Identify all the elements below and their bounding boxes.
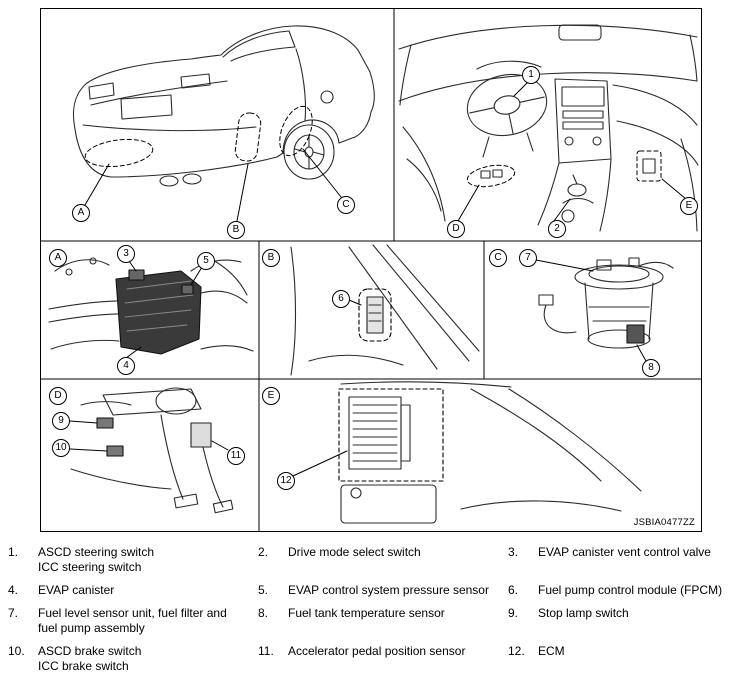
legend-text: Fuel tank temperature sensor [288, 606, 445, 620]
rear-wheel [284, 125, 334, 179]
callout-4: 4 [117, 357, 135, 375]
panel-label-b: B [262, 249, 280, 267]
legend-item-2 [258, 545, 508, 575]
accel-position-sensor [191, 423, 211, 447]
exterior-callout-marks [84, 102, 341, 221]
callout-11: 11 [227, 447, 245, 465]
callout-8: 8 [642, 359, 660, 377]
vent-control-valve [129, 270, 144, 280]
rearview-mirror [559, 25, 601, 40]
stop-lamp-switch [97, 418, 113, 428]
panel-label-a: A [49, 249, 67, 267]
legend-text: EVAP control system pressure sensor [288, 583, 489, 597]
legend-num: 9. [508, 606, 519, 620]
legend-text: Fuel pump control module (FPCM) [538, 583, 723, 597]
legend-num: 11. [258, 644, 274, 658]
legend-text: ASCD steering switch [38, 545, 155, 559]
legend-text: Drive mode select switch [288, 545, 421, 559]
evap-canister [116, 271, 201, 354]
callout-6: 6 [332, 290, 350, 308]
fuel-temp-sensor [627, 325, 644, 343]
legend-num: 12. [508, 644, 525, 658]
legend-num: 6. [508, 583, 519, 597]
callout-12: 12 [277, 472, 295, 490]
legend-text: ICC steering switch [38, 560, 142, 574]
legend-item-9 [508, 606, 731, 636]
pump-connector [539, 295, 553, 305]
right-door-trim [681, 139, 697, 231]
license-plate [121, 95, 172, 119]
component-location-diagram [40, 8, 702, 532]
fuel-pump-leaders [536, 260, 646, 361]
legend-item-6 [508, 583, 731, 598]
legend-text: Stop lamp switch [538, 606, 629, 620]
fpcm-module [367, 297, 383, 333]
callout-body-b: B [227, 221, 245, 239]
accel-pedal-arm [203, 447, 223, 507]
legend-item-8 [258, 606, 508, 636]
car-body-outline [74, 26, 375, 177]
location-e-dashed [637, 151, 661, 181]
legend-text: Accelerator pedal position sensor [288, 644, 466, 658]
evap-canister-view [49, 258, 253, 354]
shift-knob [568, 184, 586, 196]
legend-item-3 [508, 545, 731, 575]
legend-item-4 [8, 583, 258, 598]
legend-text: EVAP canister vent control valve [538, 545, 711, 559]
legend-item-7 [8, 606, 258, 636]
interior-view [399, 25, 698, 231]
tail-light-left [89, 83, 114, 99]
legend-num: 4. [8, 583, 19, 597]
center-stack [555, 79, 611, 163]
callout-10: 10 [52, 439, 70, 457]
legend-item-11 [258, 644, 508, 674]
legend-text: Fuel level sensor unit, fuel filter and fuel pump assembly [38, 606, 227, 635]
ecm-view [339, 382, 641, 523]
fuel-pump-assembly-view [539, 258, 673, 348]
legend-item-5 [258, 583, 508, 598]
display-screen [562, 87, 604, 106]
legend-text: ASCD brake switch [38, 644, 142, 658]
panel-label-d: D [49, 387, 67, 405]
rear-window [223, 31, 295, 61]
callout-9: 9 [52, 412, 70, 430]
ecm-body [349, 397, 401, 469]
location-a-dashed [84, 136, 155, 170]
exhaust-tip [183, 174, 201, 184]
diagram-artwork [41, 9, 701, 531]
callout-3: 3 [117, 245, 135, 263]
legend-text: EVAP canister [38, 583, 115, 597]
legend-item-12 [508, 644, 731, 674]
legend-num: 3. [508, 545, 519, 559]
callout-int-d: D [447, 220, 465, 238]
pump-flange [575, 265, 663, 289]
location-d-dashed [466, 162, 517, 190]
legend [8, 545, 731, 674]
legend-text: ICC brake switch [38, 659, 129, 673]
interior-callout-marks [458, 82, 686, 221]
pressure-sensor [182, 285, 193, 294]
panel-label-c: C [489, 249, 507, 267]
ecm-connector [401, 405, 410, 461]
legend-item-1 [8, 545, 258, 575]
rear-exterior-view [74, 26, 375, 186]
callout-body-c: C [337, 196, 355, 214]
legend-num: 5. [258, 583, 269, 597]
location-c-dashed [273, 102, 318, 161]
drive-mode-switch [481, 171, 490, 178]
callout-5: 5 [197, 252, 215, 270]
callout-body-a: A [72, 204, 90, 222]
callout-7: 7 [519, 249, 537, 267]
dash-top [399, 73, 697, 101]
legend-num: 10. [8, 644, 25, 658]
ecm-dashed [339, 389, 443, 481]
legend-num: 1. [8, 545, 19, 559]
location-b-dashed [234, 112, 262, 162]
legend-num: 8. [258, 606, 269, 620]
panel-label-e: E [262, 387, 280, 405]
callout-1: 1 [522, 66, 540, 84]
ascd-brake-switch [107, 446, 123, 456]
callout-2: 2 [548, 220, 566, 238]
windshield-top [399, 25, 697, 49]
legend-num: 2. [258, 545, 269, 559]
fpcm-view [291, 245, 479, 375]
brake-pedal-arm [161, 415, 183, 499]
left-door-trim [403, 127, 445, 221]
fuel-filler-cap [321, 91, 333, 103]
figure-code: JSBIA0477ZZ [633, 517, 695, 528]
legend-text: ECM [538, 644, 565, 658]
callout-int-e: E [680, 197, 698, 215]
exhaust-tip [160, 176, 178, 186]
legend-item-10 [8, 644, 258, 674]
right-dash [613, 85, 697, 125]
legend-num: 7. [8, 606, 19, 620]
